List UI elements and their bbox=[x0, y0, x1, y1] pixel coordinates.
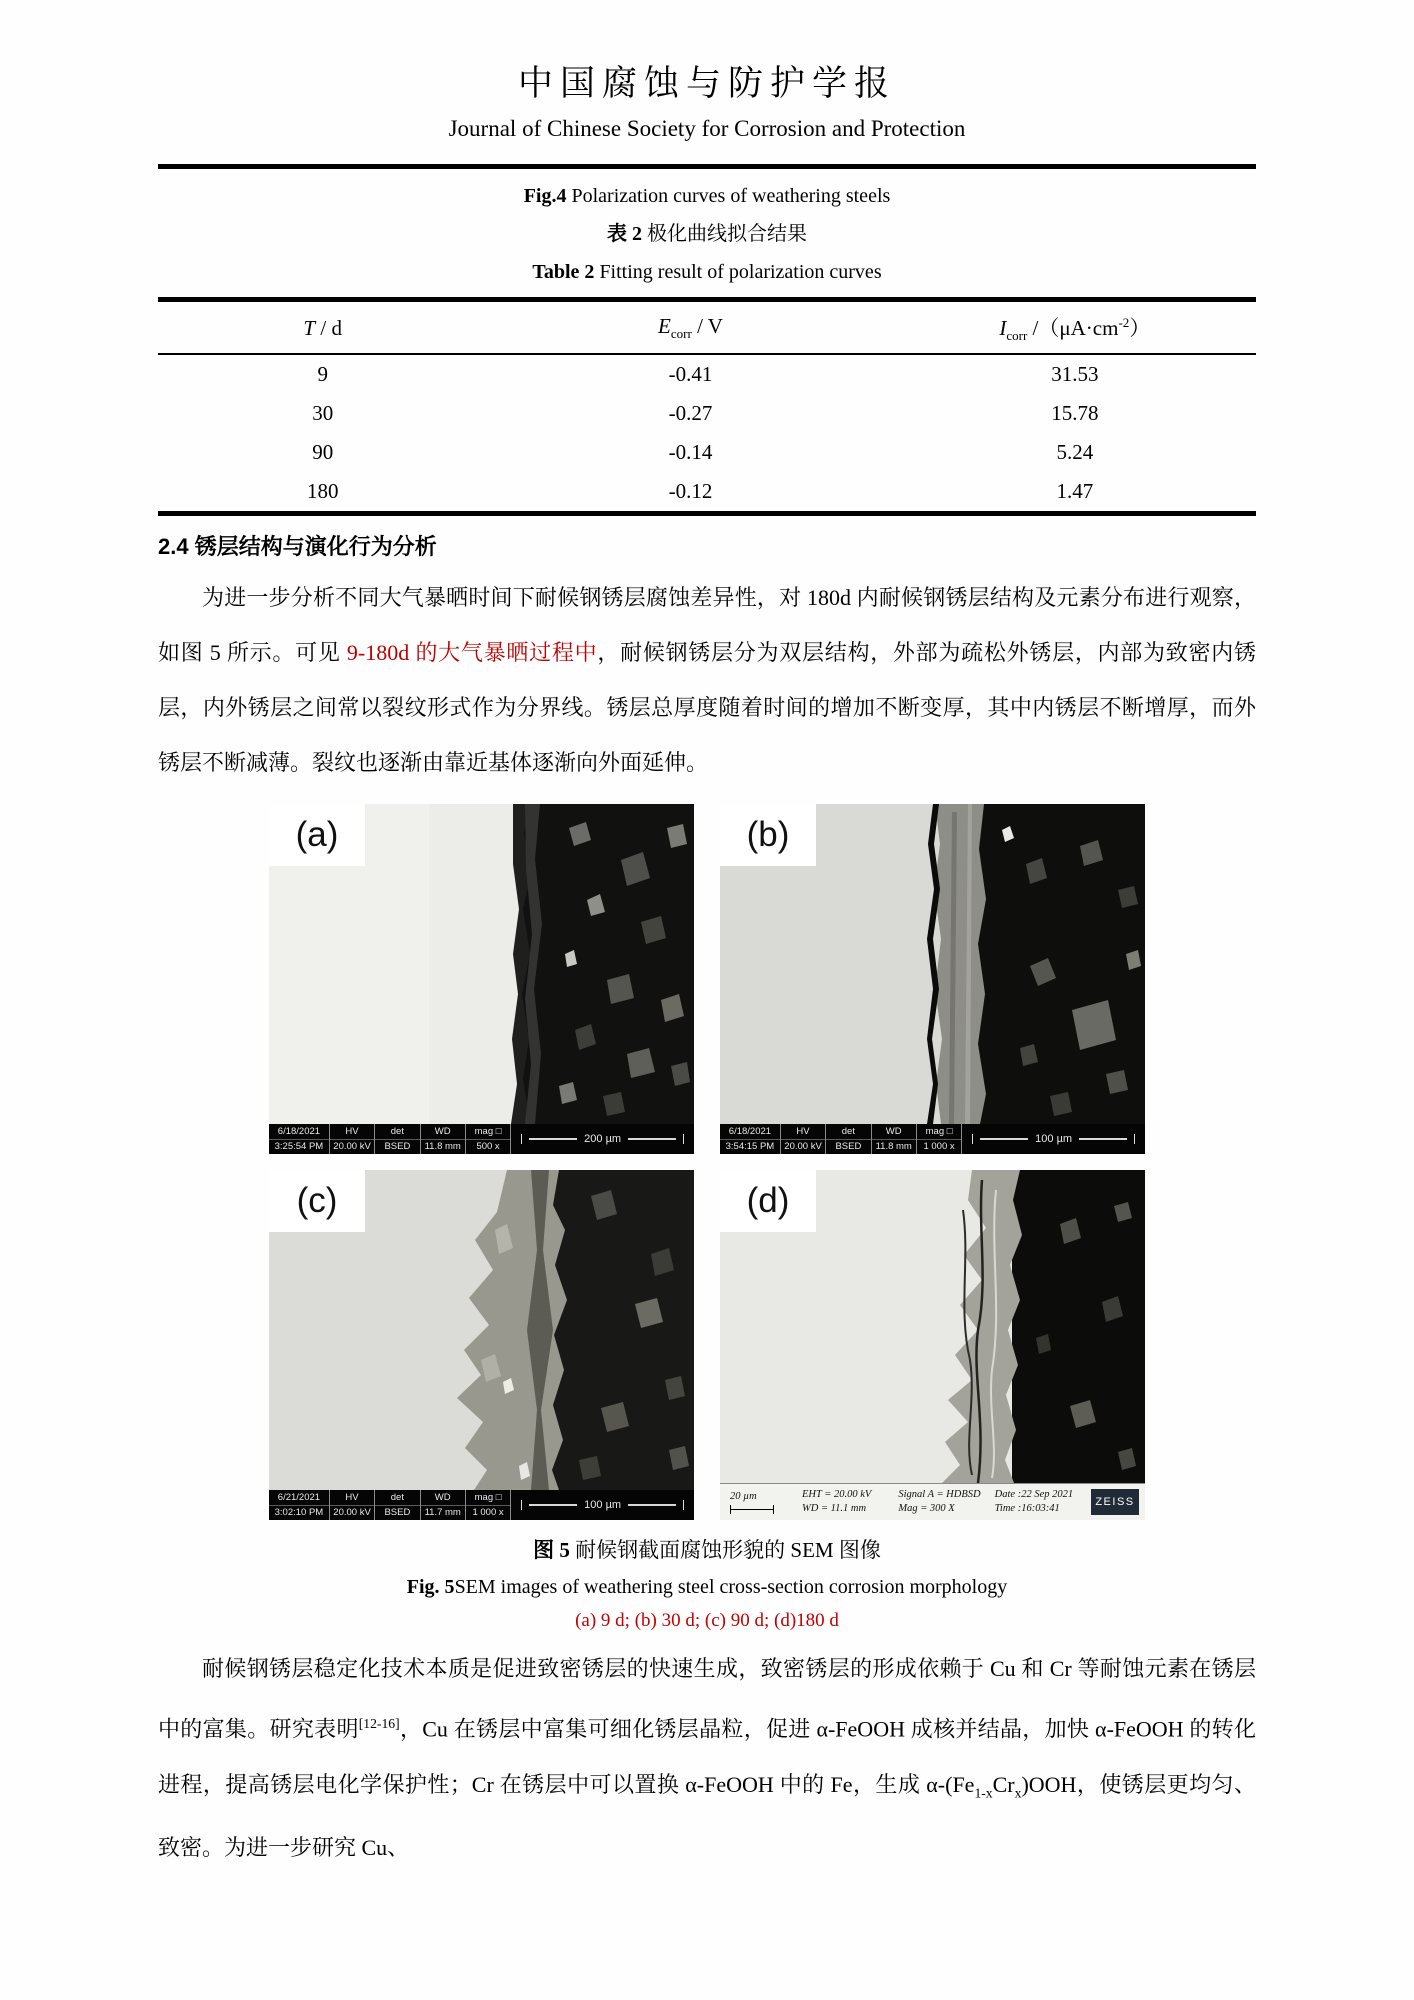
footer-field-signal bbox=[898, 1488, 994, 1516]
paragraph-stabilization: 耐候钢锈层稳定化技术本质是促进致密锈层的快速生成，致密锈层的形成依赖于 Cu 和 Cr 等耐蚀元素在锈层中的富集。研究表明[12-16]，Cu 在锈层中富集可细化锈层晶粒，促进 α-FeOOH 成核并结晶，加快 α-FeOOH 的转化进程，提高锈层电化学保护性；Cr 在锈层中可以置换 α-FeOOH 中的 Fe，生成 $\alpha-(Fe_{1-x}Cr_x)OOH$，使锈层更均匀、致密。为进一步研究 Cu、 bbox=[158, 1656, 1256, 1860]
footer-hv-value: 20.00 kV bbox=[333, 1140, 371, 1152]
panel-label-a bbox=[269, 804, 365, 866]
table-cell: 30 bbox=[312, 401, 334, 426]
footer-mag-label: mag □ bbox=[917, 1125, 961, 1140]
table-header-time: T / d bbox=[158, 300, 487, 355]
scale-label: 200 µm bbox=[584, 1133, 622, 1146]
table-cell: 9 bbox=[317, 362, 328, 387]
scale-line bbox=[980, 1138, 1028, 1140]
footer-det-label: det bbox=[375, 1125, 419, 1140]
sem-panel-a bbox=[269, 804, 694, 1154]
footer-field-det bbox=[375, 1490, 420, 1520]
scale-line bbox=[628, 1138, 676, 1140]
footer-date: 6/21/2021 bbox=[269, 1491, 329, 1506]
section-heading-2-4: 2.4 锈层结构与演化行为分析 bbox=[158, 534, 437, 560]
scale-bar bbox=[511, 1124, 694, 1154]
sem-panel-b bbox=[720, 804, 1145, 1154]
table2-caption-cn: 表 2 极化曲线拟合结果 bbox=[607, 223, 807, 245]
footer-eht: EHT = 20.00 kV bbox=[802, 1489, 872, 1501]
panel-label-text: (b) bbox=[746, 815, 790, 855]
table-cell: -0.41 bbox=[668, 362, 713, 387]
scale-line bbox=[529, 1138, 577, 1140]
footer-wd-label: WD bbox=[421, 1491, 465, 1506]
panel-label-text: (a) bbox=[295, 815, 339, 855]
footer-time: 3:54:15 PM bbox=[725, 1140, 775, 1152]
fig4-caption: Fig.4 Polarization curves of weathering steels bbox=[523, 185, 891, 207]
table-row bbox=[158, 354, 1256, 394]
journal-title-en: Journal of Chinese Society for Corrosion and Protection bbox=[448, 116, 966, 141]
scale-bar bbox=[730, 1491, 802, 1514]
footer-field-mag bbox=[466, 1490, 511, 1520]
footer-date: 6/18/2021 bbox=[720, 1125, 780, 1140]
footer-mag-value: 1 000 x bbox=[923, 1140, 955, 1152]
panel-label-text: (d) bbox=[746, 1181, 790, 1221]
footer-mag-value: 500 x bbox=[476, 1140, 500, 1152]
footer-field-date bbox=[269, 1490, 330, 1520]
sem-footer-c bbox=[269, 1490, 694, 1520]
table-cell: -0.14 bbox=[668, 440, 713, 465]
footer-mag: Mag = 300 X bbox=[898, 1503, 955, 1515]
sem-panel-d bbox=[720, 1170, 1145, 1520]
scale-bar bbox=[962, 1124, 1145, 1154]
scale-tick bbox=[521, 1134, 522, 1144]
footer-hv-label: HV bbox=[330, 1491, 374, 1506]
footer-field-hv bbox=[781, 1124, 826, 1154]
header-rule bbox=[158, 164, 1256, 169]
footer-mag-value: 1 000 x bbox=[472, 1506, 504, 1518]
footer-time: 3:02:10 PM bbox=[274, 1506, 324, 1518]
panel-label-b bbox=[720, 804, 816, 866]
footer-field-det bbox=[826, 1124, 871, 1154]
figure5-caption-conditions: (a) 9 d; (b) 30 d; (c) 90 d; (d)180 d bbox=[575, 1610, 839, 1632]
footer-date: 6/18/2021 bbox=[269, 1125, 329, 1140]
footer-wd: WD = 11.1 mm bbox=[802, 1503, 867, 1515]
table-header-ecorr: $E_{corr}$ / V bbox=[487, 300, 893, 355]
footer-hv-label: HV bbox=[781, 1125, 825, 1140]
footer-mag-label: mag □ bbox=[466, 1125, 510, 1140]
table-header-row bbox=[158, 300, 1256, 355]
figure5-caption-en: Fig. 5SEM images of weathering steel cross-section corrosion morphology bbox=[406, 1576, 1008, 1599]
polarization-fit-table bbox=[158, 297, 1256, 516]
panel-label-d bbox=[720, 1170, 816, 1232]
footer-hv-label: HV bbox=[330, 1125, 374, 1140]
scale-label: 100 µm bbox=[584, 1499, 622, 1512]
footer-signal: Signal A = HDBSD bbox=[898, 1489, 981, 1501]
sem-footer-b bbox=[720, 1124, 1145, 1154]
sem-footer-a bbox=[269, 1124, 694, 1154]
footer-fields bbox=[720, 1124, 962, 1154]
scale-line bbox=[529, 1504, 577, 1506]
footer-field-mag bbox=[466, 1124, 511, 1154]
scale-line bbox=[731, 1509, 773, 1511]
scale-tick bbox=[972, 1134, 973, 1144]
footer-det-value: BSED bbox=[384, 1140, 411, 1152]
figure5-caption-cn: 图 5 耐候钢截面腐蚀形貌的 SEM 图像 bbox=[533, 1538, 881, 1563]
footer-wd-label: WD bbox=[421, 1125, 465, 1140]
footer-det-value: BSED bbox=[835, 1140, 862, 1152]
footer-time: 3:25:54 PM bbox=[274, 1140, 324, 1152]
scale-bar bbox=[511, 1490, 694, 1520]
footer-field-date bbox=[720, 1124, 781, 1154]
sem-panel-c bbox=[269, 1170, 694, 1520]
table-cell: 31.53 bbox=[1051, 362, 1099, 387]
footer-time: Time :16:03:41 bbox=[994, 1503, 1060, 1515]
footer-field-det bbox=[375, 1124, 420, 1154]
sem-footer-d bbox=[720, 1483, 1145, 1520]
scale-tick bbox=[1134, 1134, 1135, 1144]
scale-tick bbox=[683, 1134, 684, 1144]
footer-field-hv bbox=[330, 1124, 375, 1154]
scale-label: 20 µm bbox=[730, 1490, 757, 1502]
scale-tick bbox=[683, 1500, 684, 1510]
table-row bbox=[158, 433, 1256, 472]
scale-line bbox=[1079, 1138, 1127, 1140]
footer-wd-value: 11.7 mm bbox=[424, 1506, 461, 1518]
footer-det-label: det bbox=[826, 1125, 870, 1140]
footer-field-beam bbox=[802, 1488, 898, 1516]
journal-title-cn: 中国腐蚀与防护学报 bbox=[517, 64, 896, 103]
panel-label-text: (c) bbox=[296, 1181, 338, 1221]
footer-wd-label: WD bbox=[872, 1125, 916, 1140]
footer-field-hv bbox=[330, 1490, 375, 1520]
footer-field-wd bbox=[421, 1490, 466, 1520]
zeiss-logo: ZEISS bbox=[1091, 1489, 1139, 1515]
table-cell: 180 bbox=[306, 479, 339, 504]
paragraph-rust-structure: 为进一步分析不同大气暴晒时间下耐候钢锈层腐蚀差异性，对 180d 内耐候钢锈层结构及元素分布进行观察，如图 5 所示。可见 9-180d 的大气暴晒过程中，耐候钢锈层分为双层结构，外部为疏松外锈层，内部为致密内锈层，内外锈层之间常以裂纹形式作为分界线。锈层总厚度随着时间的增加不断变厚，其中内锈层不断增厚，而外锈层不断减薄。裂纹也逐渐由靠近基体逐渐向外面延伸。 bbox=[158, 585, 1256, 776]
footer-fields bbox=[269, 1490, 511, 1520]
scale-label: 100 µm bbox=[1035, 1133, 1073, 1146]
footer-mag-label: mag □ bbox=[466, 1491, 510, 1506]
table-cell: 90 bbox=[312, 440, 334, 465]
scale-line bbox=[628, 1504, 676, 1506]
table-cell: 1.47 bbox=[1056, 479, 1094, 504]
table-cell: -0.27 bbox=[668, 401, 713, 426]
footer-date: Date :22 Sep 2021 bbox=[994, 1489, 1074, 1501]
table2-caption-en: Table 2 Fitting result of polarization curves bbox=[532, 261, 882, 283]
table-row bbox=[158, 394, 1256, 433]
footer-wd-value: 11.8 mm bbox=[875, 1140, 912, 1152]
footer-fields bbox=[269, 1124, 511, 1154]
footer-det-label: det bbox=[375, 1491, 419, 1506]
scale-bracket bbox=[730, 1505, 774, 1514]
panel-label-c bbox=[269, 1170, 365, 1232]
footer-hv-value: 20.00 kV bbox=[784, 1140, 822, 1152]
footer-field-wd bbox=[421, 1124, 466, 1154]
table-cell: -0.12 bbox=[668, 479, 713, 504]
table-cell: 5.24 bbox=[1056, 440, 1094, 465]
footer-det-value: BSED bbox=[384, 1506, 411, 1518]
footer-wd-value: 11.8 mm bbox=[424, 1140, 461, 1152]
scale-tick bbox=[521, 1500, 522, 1510]
table-cell: 15.78 bbox=[1051, 401, 1099, 426]
table-row bbox=[158, 472, 1256, 514]
footer-field-wd bbox=[872, 1124, 917, 1154]
table-header-icorr: $I_{corr}$ $/(\mu A\cdot cm^{-2})$ bbox=[894, 300, 1256, 355]
footer-hv-value: 20.00 kV bbox=[333, 1506, 371, 1518]
footer-field-datetime bbox=[995, 1488, 1091, 1516]
footer-field-date bbox=[269, 1124, 330, 1154]
figure5 bbox=[269, 804, 1145, 1520]
footer-field-mag bbox=[917, 1124, 962, 1154]
